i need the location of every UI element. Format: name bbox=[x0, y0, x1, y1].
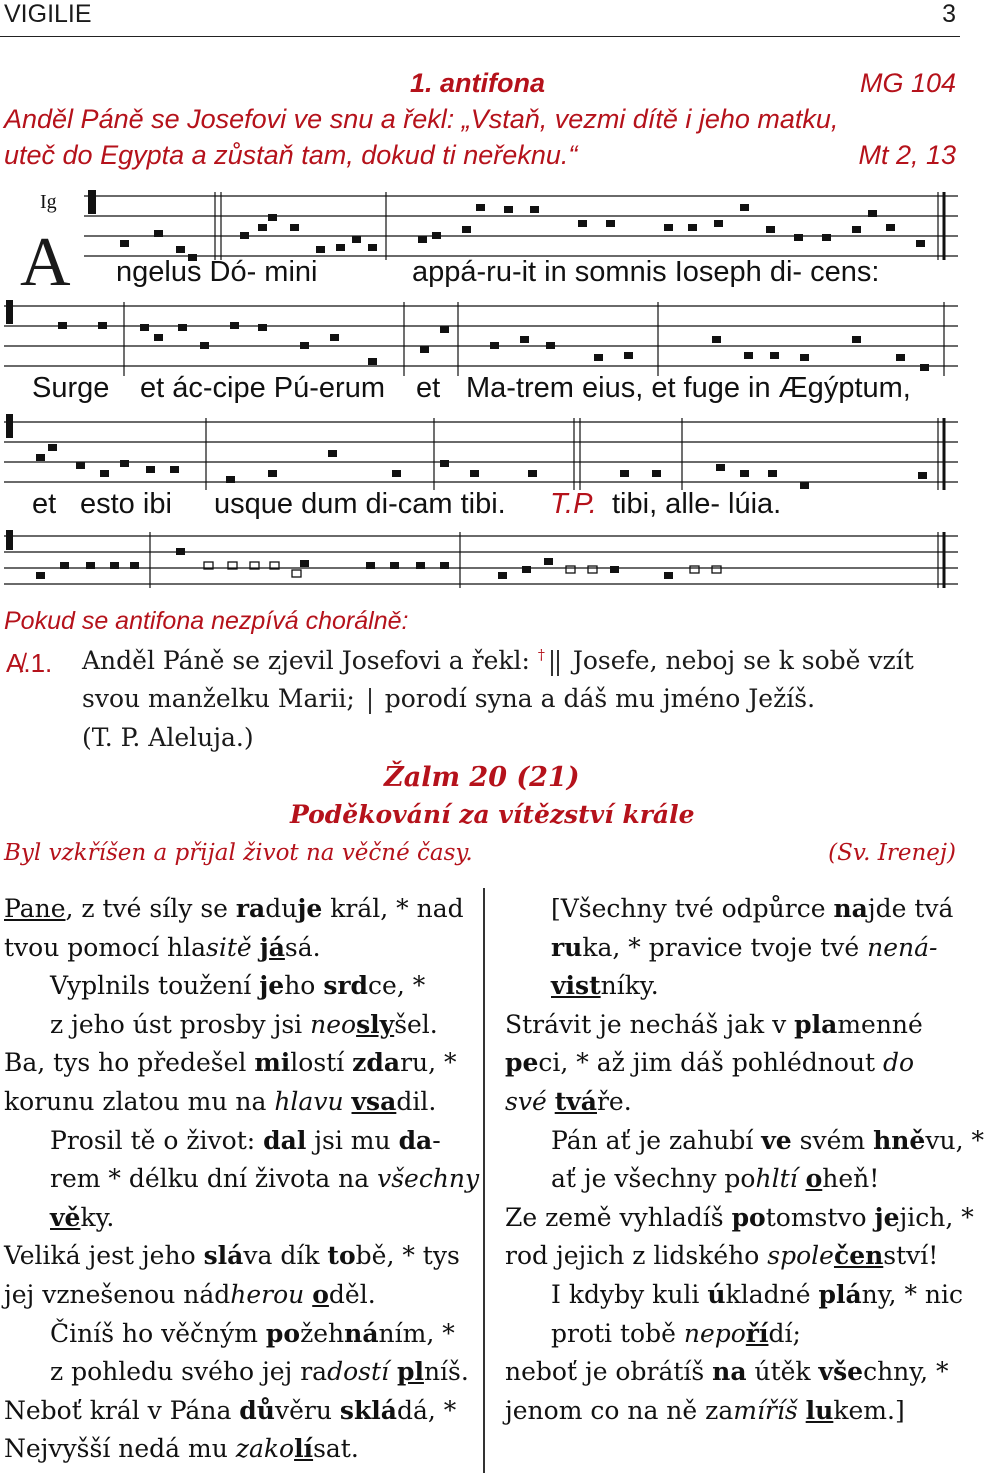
pause-bar bbox=[369, 688, 371, 714]
pause-bar bbox=[557, 650, 559, 676]
verse-line: Činíš ho věčným požehnáním, * bbox=[50, 1318, 455, 1348]
verse-line: rod jejich z lidského společenství! bbox=[505, 1241, 939, 1271]
lyric-2a: Surge bbox=[32, 372, 110, 404]
verse-line: vistníky. bbox=[551, 971, 659, 1001]
lyric-3c: usque dum di-cam tibi. bbox=[214, 488, 506, 520]
verse-line: z jeho úst prosby jsi neoslyšel. bbox=[50, 1009, 438, 1039]
psalm-epigraph-source: (Sv. Irenej) bbox=[828, 840, 956, 866]
verse-line: Prosil tě o život: dal jsi mu da- bbox=[50, 1125, 441, 1155]
chant-staff-2 bbox=[0, 292, 960, 382]
verse-line: Neboť král v Pána důvěru skládá, * bbox=[4, 1395, 457, 1425]
verse-line: korunu zlatou mu na hlavu vsadil. bbox=[4, 1086, 437, 1116]
rubric-note: Pokud se antifona nezpívá chorálně: bbox=[4, 607, 409, 635]
verse-line: ať je všechny pohltí oheň! bbox=[551, 1164, 880, 1194]
psalm-left-column bbox=[4, 890, 479, 1469]
psalm-epigraph: Byl vzkříšen a přijal život na věčné časy. bbox=[4, 840, 473, 866]
lyric-2d: Ma-trem eius, et fuge in Ægýptum, bbox=[466, 372, 911, 404]
verse-line: věky. bbox=[50, 1202, 115, 1232]
verse-line: jenom co na ně zamíříš lukem.] bbox=[505, 1395, 905, 1425]
antiphon-ref-scripture: Mt 2, 13 bbox=[858, 140, 956, 170]
verse-line: ruka, * pravice tvoje tvé nená- bbox=[551, 932, 938, 962]
lyric-3a: et bbox=[32, 488, 57, 520]
psalm-subtitle: Poděkování za vítězství krále bbox=[290, 800, 695, 829]
antiphon-line-1a: Anděl Páně se zjevil Josefovi a řekl: bbox=[82, 646, 530, 675]
verse-line: I kdyby kuli úkladné plány, * nic bbox=[551, 1279, 963, 1309]
verse-line: Pane, z tvé síly se raduje král, * nad bbox=[4, 894, 464, 923]
lyric-2c: et bbox=[416, 372, 441, 404]
lyric-3b: esto ibi bbox=[80, 488, 172, 520]
dagger-mark: † bbox=[537, 647, 545, 664]
verse-line: Veliká jest jeho sláva dík tobě, * tys bbox=[4, 1241, 460, 1271]
verse-line: své tváře. bbox=[505, 1086, 632, 1116]
lyric-tp: T.P. bbox=[550, 488, 597, 520]
lyric-3d: tibi, alle- lúia. bbox=[612, 488, 782, 520]
antiphon-line-2 bbox=[82, 684, 815, 714]
verse-line: Nejvyšší nedá mu zakolísat. bbox=[4, 1434, 359, 1464]
verse-line: Pán ať je zahubí ve svém hněvu, * bbox=[551, 1125, 984, 1155]
antiphon-label: A̸.1. bbox=[6, 648, 53, 678]
header-rule bbox=[0, 36, 960, 37]
chant-staff-4 bbox=[0, 528, 960, 592]
running-header: VIGILIE bbox=[4, 0, 92, 28]
verse-line: rem * délku dní života na všechny bbox=[50, 1164, 480, 1194]
verse-line: neboť je obrátíš na útěk všechny, * bbox=[505, 1357, 949, 1387]
verse-line: proti tobě nepořídí; bbox=[551, 1318, 801, 1348]
verse-line: z pohledu svého jej radostí plníš. bbox=[50, 1357, 469, 1387]
antiphon-line-1 bbox=[82, 646, 914, 676]
column-divider bbox=[483, 888, 485, 1473]
antiphon-line-2b: porodí syna a dáš mu jméno Ježíš. bbox=[384, 684, 816, 713]
antiphon-text-line2: uteč do Egypta a zůstaň tam, dokud ti neřeknu.“ bbox=[4, 140, 578, 170]
lyric-1b: appá-ru-it in somnis Ioseph di- cens: bbox=[412, 256, 880, 288]
verse-line: peci, * až jim dáš pohlédnout do bbox=[505, 1048, 915, 1078]
verse-line: Ba, tys ho předešel milostí zdaru, * bbox=[4, 1048, 457, 1078]
page-number: 3 bbox=[942, 0, 956, 28]
verse-line: Ze země vyhladíš potomstvo jejich, * bbox=[505, 1202, 974, 1232]
verse-line: tvou pomocí hlasitě jásá. bbox=[4, 932, 321, 962]
chant-staff-3 bbox=[0, 410, 960, 494]
antiphon-ref-mg: MG 104 bbox=[859, 68, 956, 98]
pause-bar bbox=[551, 650, 553, 676]
chant-initial: A bbox=[20, 224, 71, 301]
chant-staff-1 bbox=[0, 180, 960, 260]
lyric-2b: et ác-cipe Pú-erum bbox=[140, 372, 385, 404]
antiphon-text-line1: Anděl Páně se Josefovi ve snu a řekl: „Vstaň, vezmi dítě i jeho matku, bbox=[4, 104, 839, 134]
antiphon-line-1b: Josefe, neboj se k sobě vzít bbox=[572, 646, 914, 675]
verse-line: jej vznešenou nádherou oděl. bbox=[4, 1279, 376, 1309]
antiphon-title: 1. antifona bbox=[410, 68, 546, 98]
svg-text:Ig: Ig bbox=[40, 191, 57, 213]
verse-line: [Všechny tvé odpůrce najde tvá bbox=[551, 894, 954, 923]
psalm-title: Žalm 20 (21) bbox=[384, 762, 580, 793]
lyric-1a: ngelus Dó- mini bbox=[116, 256, 318, 288]
verse-line: Vyplnils toužení jeho srdce, * bbox=[50, 971, 426, 1001]
psalm-right-column bbox=[505, 890, 984, 1430]
antiphon-line-2a: svou manželku Marii; bbox=[82, 684, 355, 713]
verse-line: Strávit je necháš jak v plamenné bbox=[505, 1009, 923, 1039]
antiphon-line-3: (T. P. Aleluja.) bbox=[82, 723, 254, 752]
